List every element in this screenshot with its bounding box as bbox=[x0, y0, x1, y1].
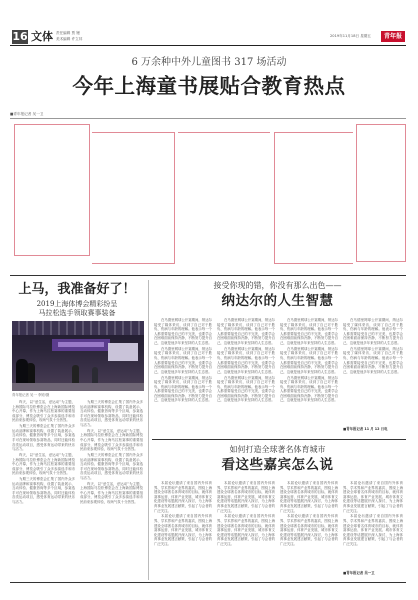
lead-column-5 bbox=[356, 124, 406, 262]
nadal-text-col-3: 在马德里网球公开赛期间，纳达尔接受了媒体采访，谈到了自己对于胜负、伤病与年龄的理解。他表示每一个人都需要接受自己的不完美，也要学会在困难面前保持冷静，不断努力提升自己，这就是他多年来坚持的人生态度。 在马德里网球公开赛期间，纳达尔接受了媒体采访，谈到了自己对于胜负、伤病与年龄的理解。他表示每一个人都需要接受自己的不完美，也要学会在困难面前保持冷静，不断努力提升自己，这就是他多年来坚持的人生态度。 在马德里网球公开赛期间，纳达尔接受了媒体采访，谈到了自己对于胜负、伤病与年龄的理解。他表示每一个人都需要接受自己的不完美，也要学会在困难面前保持冷静，不断努力提升自己，这就是他多年来坚持的人生态度。 bbox=[280, 318, 338, 403]
lead-headline: 今年上海童书展贴合教育热点 bbox=[72, 74, 346, 98]
issue-date: 2019年11月18日 星期五 bbox=[330, 34, 371, 38]
mid-divider bbox=[152, 439, 406, 440]
nadal-text-col-1: 在马德里网球公开赛期间，纳达尔接受了媒体采访，谈到了自己对于胜负、伤病与年龄的理解。他表示每一个人都需要接受自己的不完美，也要学会在困难面前保持冷静，不断努力提升自己，这就是他多年来坚持的人生态度。 在马德里网球公开赛期间，纳达尔接受了媒体采访，谈到了自己对于胜负、伤病与年龄的理解。他表示每一个人都需要接受自己的不完美，也要学会在困难面前保持冷静，不断努力提升自己，这就是他多年来坚持的人生态度。 在马德里网球公开赛期间，纳达尔接受了媒体采访，谈到了自己对于胜负、伤病与年龄的理解。他表示每一个人都需要接受自己的不完美，也要学会在困难面前保持冷静，不断努力提升自己，这就是他多年来坚持的人生态度。 bbox=[154, 318, 212, 403]
nadal-headline: 纳达尔的人生智慧 bbox=[221, 293, 334, 309]
forum-text-col-2: 本届论坛邀请了来自国内外体育界、学术界和产业界的嘉宾，围绕上海建设全球著名体育城市的目标，就体育赛事运营、体育产业发展、城市体育文化建设等话题展开深入探讨，为上海体育事业发展建言献策，引起了与会者的广泛关注。 本届论坛邀请了来自国内外体育界、学术界和产业界的嘉宾，围绕上海建设全球著名体育城市的目标，就体育赛事运营、体育产业发展、城市体育文化建设等话题展开深入探讨，为上海体育事业发展建言献策，引起了与会者的广泛关注。 bbox=[217, 481, 275, 546]
lead-byline: ■青年报记者 吴一卫 bbox=[10, 112, 44, 116]
nadal-text-col-2: 在马德里网球公开赛期间，纳达尔接受了媒体采访，谈到了自己对于胜负、伤病与年龄的理解。他表示每一个人都需要接受自己的不完美，也要学会在困难面前保持冷静，不断努力提升自己，这就是他多年来坚持的人生态度。 在马德里网球公开赛期间，纳达尔接受了媒体采访，谈到了自己对于胜负、伤病与年龄的理解。他表示每一个人都需要接受自己的不完美，也要学会在困难面前保持冷静，不断努力提升自己，这就是他多年来坚持的人生态度。 在马德里网球公开赛期间，纳达尔接受了媒体采访，谈到了自己对于胜负、伤病与年龄的理解。他表示每一个人都需要接受自己的不完美，也要学会在困难面前保持冷静，不断努力提升自己，这就是他多年来坚持的人生态度。 bbox=[217, 318, 275, 403]
photo-caption: 青年报记者 吴一 李婷/摄 bbox=[12, 393, 50, 397]
forum-text-col-1: 本届论坛邀请了来自国内外体育界、学术界和产业界的嘉宾，围绕上海建设全球著名体育城市的目标，就体育赛事运营、体育产业发展、城市体育文化建设等话题展开深入探讨，为上海体育事业发展建言献策，引起了与会者的广泛关注。 本届论坛邀请了来自国内外体育界、学术界和产业界的嘉宾，围绕上海建设全球著名体育城市的目标，就体育赛事运营、体育产业发展、城市体育文化建设等话题展开深入探讨，为上海体育事业发展建言献策，引起了与会者的广泛关注。 bbox=[154, 481, 212, 546]
photo-floor bbox=[12, 383, 144, 391]
expo-photo bbox=[12, 321, 144, 391]
page-header bbox=[10, 30, 406, 44]
left-story-headline: 上马，我准备好了！ bbox=[18, 282, 136, 297]
forum-text-col-4: 本届论坛邀请了来自国内外体育界、学术界和产业界的嘉宾，围绕上海建设全球著名体育城市的目标，就体育赛事运营、体育产业发展、城市体育文化建设等话题展开深入探讨，为上海体育事业发展建言献策，引起了与会者的广泛关注。 本届论坛邀请了来自国内外体育界、学术界和产业界的嘉宾，围绕上海建设全球著名体育城市的目标，就体育赛事运营、体育产业发展、城市体育文化建设等话题展开深入探讨，为上海体育事业发展建言献策，引起了与会者的广泛关注。 bbox=[343, 481, 403, 546]
left-story-subhead-1: 2019上海体博会精彩纷呈 bbox=[36, 300, 118, 308]
left-story-text-col-1: 昨天，以“爱生活，爱运动”为主题，上海国际马拉松博览会在上海新国际博览中心开幕，作为上海马拉松赛事的重要组成部分，博览会吸引了众多参赛选手和市民前来参观体验，现场气氛十分热烈。 为期三天的博览会汇集了国内外众多运动品牌和赛事机构，设置了装备展示、互动体验、健康咨询等多个区域，参赛选手可在现场领取参赛物品，同时还能体验各类运动项目，感受体育运动带来的快乐与活力。 昨天，以“爱生活，爱运动”为主题，上海国际马拉松博览会在上海新国际博览中心开幕，作为上海马拉松赛事的重要组成部分，博览会吸引了众多参赛选手和市民前来参观体验，现场气氛十分热烈。 为期三天的博览会汇集了国内外众多运动品牌和赛事机构，设置了装备展示、互动体验、健康咨询等多个区域，参赛选手可在现场领取参赛物品，同时还能体验各类运动项目，感受体育运动带来的快乐与活力。 bbox=[12, 400, 75, 505]
lead-column-2 bbox=[92, 132, 175, 264]
forum-headline: 看这些嘉宾怎么说 bbox=[221, 457, 334, 473]
forum-kicker: 如何打造全球著名体育城市 bbox=[229, 445, 326, 454]
forum-byline: ■青年报记者 吴一卫 bbox=[343, 571, 375, 575]
lead-subtitle: 6 万余种中外儿童图书 317 场活动 bbox=[131, 57, 287, 68]
lead-rule bbox=[10, 118, 406, 119]
left-story-subhead-2: 马拉松选手领取赛事装备 bbox=[38, 309, 116, 317]
nadal-text-col-4: 在马德里网球公开赛期间，纳达尔接受了媒体采访，谈到了自己对于胜负、伤病与年龄的理解。他表示每一个人都需要接受自己的不完美，也要学会在困难面前保持冷静，不断努力提升自己，这就是他多年来坚持的人生态度。 在马德里网球公开赛期间，纳达尔接受了媒体采访，谈到了自己对于胜负、伤病与年龄的理解。他表示每一个人都需要接受自己的不完美，也要学会在困难面前保持冷静，不断努力提升自己，这就是他多年来坚持的人生态度。 bbox=[343, 318, 403, 374]
photo-visitor-3 bbox=[72, 365, 79, 385]
brand-logo: 青年报 bbox=[381, 31, 405, 42]
section-divider bbox=[10, 275, 406, 276]
section-title: 文体 bbox=[31, 30, 53, 43]
photo-display-screen bbox=[108, 343, 138, 361]
header-rule bbox=[10, 45, 406, 46]
editor-credit-1: 责任编辑 贾 嫚 bbox=[56, 31, 80, 35]
nadal-kicker: 接受你现的错，你没有那么出色—— bbox=[213, 281, 342, 290]
page-number-badge: 16 bbox=[12, 30, 28, 43]
column-divider-1 bbox=[148, 280, 149, 580]
forum-text-col-3: 本届论坛邀请了来自国内外体育界、学术界和产业界的嘉宾，围绕上海建设全球著名体育城市的目标，就体育赛事运营、体育产业发展、城市体育文化建设等话题展开深入探讨，为上海体育事业发展建言献策，引起了与会者的广泛关注。 本届论坛邀请了来自国内外体育界、学术界和产业界的嘉宾，围绕上海建设全球著名体育城市的目标，就体育赛事运营、体育产业发展、城市体育文化建设等话题展开深入探讨，为上海体育事业发展建言献策，引起了与会者的广泛关注。 bbox=[280, 481, 338, 546]
footer-rule bbox=[10, 582, 406, 583]
lead-column-1 bbox=[14, 124, 90, 256]
editor-credit-2: 美术编辑 许立邦 bbox=[56, 37, 83, 41]
left-story-text-col-2: 为期三天的博览会汇集了国内外众多运动品牌和赛事机构，设置了装备展示、互动体验、健康咨询等多个区域，参赛选手可在现场领取参赛物品，同时还能体验各类运动项目，感受体育运动带来的快乐与活力。 昨天，以“爱生活，爱运动”为主题，上海国际马拉松博览会在上海新国际博览中心开幕，作为上海马拉松赛事的重要组成部分，博览会吸引了众多参赛选手和市民前来参观体验，现场气氛十分热烈。 为期三天的博览会汇集了国内外众多运动品牌和赛事机构，设置了装备展示、互动体验、健康咨询等多个区域，参赛选手可在现场领取参赛物品，同时还能体验各类运动项目，感受体育运动带来的快乐与活力。 昨天，以“爱生活，爱运动”为主题，上海国际马拉松博览会在上海新国际博览中心开幕，作为上海马拉松赛事的重要组成部分，博览会吸引了众多参赛选手和市民前来参观体验，现场气氛十分热烈。 bbox=[80, 400, 143, 505]
lead-column-3 bbox=[178, 132, 270, 263]
lead-content-frame bbox=[14, 120, 406, 270]
nadal-footer: ■青年报记者 11 月 12 日电 bbox=[343, 427, 388, 431]
photo-ceiling-lights bbox=[12, 321, 144, 335]
lead-column-4 bbox=[274, 132, 353, 264]
photo-booth-banner-glow bbox=[58, 342, 104, 347]
